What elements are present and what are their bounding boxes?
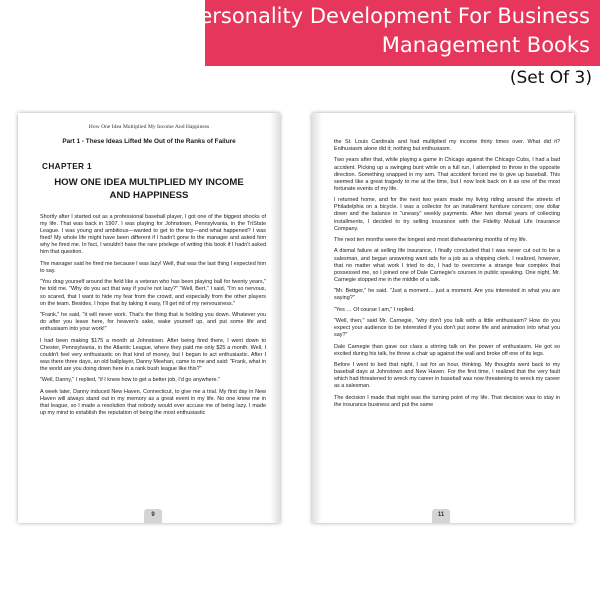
paragraph: "Well, then," said Mr. Carnegie, "why don't you talk with a little enthusiasm? How do you expect your audience to be interested if you don't put some life and animation into what you say?" xyxy=(334,318,560,339)
part-title: Part 1 - These Ideas Lifted Me Out of the Ranks of Failure xyxy=(62,138,236,145)
book-page-right xyxy=(312,113,574,523)
chapter-title-line-1: HOW ONE IDEA MULTIPLIED MY INCOME xyxy=(54,177,244,188)
banner-title-line-2: Management Books xyxy=(381,33,590,57)
paragraph: I returned home, and for the next two years made my living riding around the streets of Philadelphia on a bicycle. I was a collector for an installment furniture concern; one dollar down and the balance in "uneasy" weekly payments. After two dismal years of collecting installments, I decided to try selling insurance with the Fidelity Mutual Life Insurance Company. xyxy=(334,197,560,232)
paragraph: "Frank," he said, "it will never work. That's the thing that is holding you down. Whatever you do after you leave here, for heaven's sake, wake yourself up, and put some life and enthusiasm into your work!" xyxy=(40,312,266,333)
page-body-text xyxy=(40,214,266,421)
paragraph: The next ten months were the longest and most disheartening months of my life. xyxy=(334,237,528,244)
paragraph: "You drag yourself around the field like a veteran who has been playing ball for twenty years," he told me. "Why do you act that way if you're not lazy?" "Well, Bert," I said, "I'm so nervous, so scared, that I want to hide my fear from the crowd, and especially from the other players on the team. Besides, I hope that by taking it easy, I'll get rid of my nervousness." xyxy=(40,279,266,307)
page-body-text xyxy=(334,139,560,413)
paragraph: I had been making $175 a month at Johnstown. After being fired there, I went down to Chester, Pennsylvania, in the Atlantic League, where they paid me only $25 a month. Well, I couldn't feel very enthusiastic on that kind of money, but I began to act enthusiastic. After I was there three days, an old ballplayer, Danny Meehan, came to me and said: "Frank, what in the world are you doing down here in a rank bush league like this?" xyxy=(40,337,266,372)
paragraph: The manager said he fired me because I was lazy! Well, that was the last thing I expected him to say. xyxy=(40,260,266,274)
paragraph: "Mr. Bettger," he said. "Just a moment… just a moment. Are you interested in what you are saying?" xyxy=(334,288,560,302)
paragraph: Before I went to bed that night, I sat for an hour, thinking. My thoughts went back to my baseball days at Johnstown and New Haven. For the first time, I realized that the very fault which had threatened to wreck my career in baseball was now threatening to wreck my career as a salesman. xyxy=(334,362,560,390)
book-page-left xyxy=(18,113,280,523)
title-banner xyxy=(187,0,600,66)
paragraph: the St. Louis Cardinals and had multiplied my income thirty times over. What did it? Enthusiasm alone did it; nothing but enthusiasm. xyxy=(334,139,560,153)
paragraph: "Well, Danny," I replied, "if I knew how to get a better job, I'd go anywhere." xyxy=(40,377,220,384)
banner-title-line-1: Personality Development For Business xyxy=(187,4,590,28)
set-label: (Set Of 3) xyxy=(509,68,592,88)
paragraph: "Yes … Of course I am," I replied. xyxy=(334,306,415,313)
chapter-title-line-2: AND HAPPINESS xyxy=(109,189,189,201)
running-header: How One Idea Multiplied My Income And Happiness xyxy=(88,124,210,130)
paragraph: A week later, Danny induced New Haven, Connecticut, to give me a trial. My first day in New Haven will always stand out in my memory as a great event in my life. No one knew me in that league, so I made a resolution that nobody would ever accuse me of being lazy. I made up my mind to establish the reputation of being the most enthusiastic xyxy=(40,388,266,417)
paragraph: The decision I made that night was the turning point of my life. That decision was to stay in the insurance business and put the same xyxy=(334,394,560,408)
chapter-title xyxy=(38,177,260,202)
paragraph: Two years after that, while playing a game in Chicago against the Chicago Cubs, I had a bad accident. Picking up a swinging bunt while on a full run, I attempted to throw in the opposite direction. Something snapped in my arm. That accident forced me to give up baseball. This seemed like a great tragedy to me at the time, but I now look back on it as one of the most fortunate events of my life. xyxy=(334,157,560,192)
paragraph: Shortly after I started out as a professional baseball player, I got one of the biggest shocks of my life. That was back in 1907. I was playing for Johnstown, Pennsylvania, in the TriState League. I was young and ambitious—wanted to get to the top—and what happened? I was fired! My whole life might have been different if I hadn't gone to the manager and asked him why he fired me. In fact, I wouldn't have the rare privilege of writing this book if I hadn't asked him that question. xyxy=(40,214,266,256)
chapter-label: CHAPTER 1 xyxy=(42,162,93,171)
page-number: 11 xyxy=(432,509,450,523)
page-number: 9 xyxy=(144,509,162,523)
paragraph: A dismal failure at selling life insurance, I finally concluded that I was never cut out to be a salesman, and began answering want ads for a job as a shipping clerk. I realized, however, that no matter what work I tried to do, I had to overcome a strange fear complex that possessed me, so I joined one of Dale Carnegie's courses in public speaking. One night, Mr. Carnegie stopped me in the middle of a talk. xyxy=(334,248,560,283)
paragraph: Dale Carnegie than gave our class a stirring talk on the power of enthusiasm. He got so excited during his talk, he threw a chair up against the wall and broke off one of its legs. xyxy=(334,343,560,357)
